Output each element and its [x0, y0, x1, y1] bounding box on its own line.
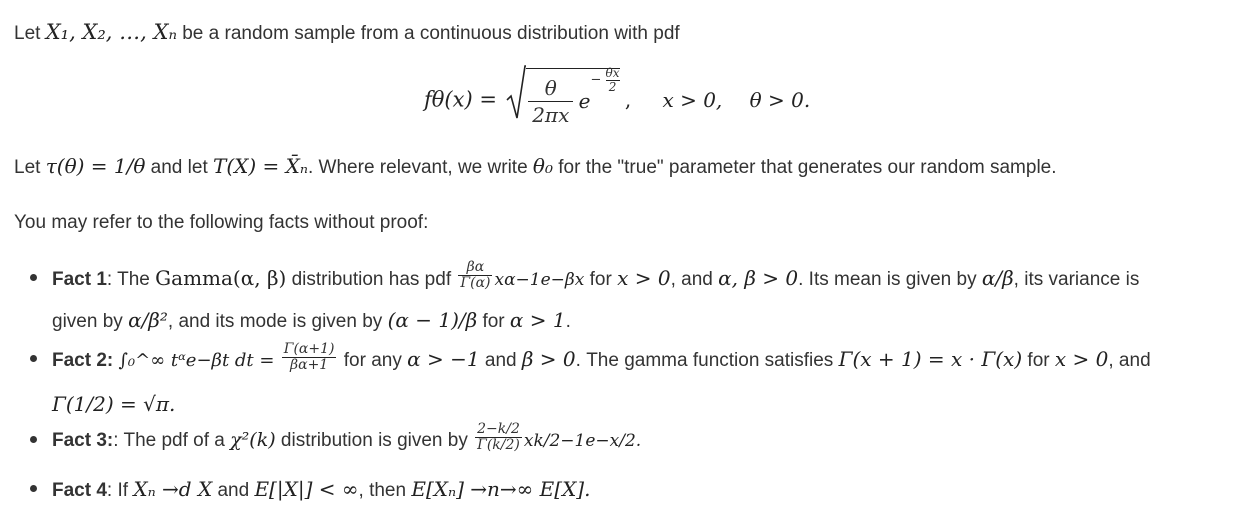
intro-let: Let	[14, 23, 41, 44]
intro-suffix: be a random sample from a continuous distribution with pdf	[182, 23, 680, 44]
fact-4-text-a: : If	[106, 480, 129, 501]
fact-2-integral: ∫₀^∞ tᵅe−βt dt =	[118, 350, 275, 371]
pdf-equation	[424, 68, 810, 132]
fact-1-pdf-den: Γ(α)	[460, 275, 491, 292]
fact-3-frac	[475, 422, 522, 453]
fact-1-pdf-num: βα	[458, 260, 492, 276]
fact-2-label: Fact 2:	[52, 350, 114, 371]
pdf-exp-num: θx	[605, 66, 620, 80]
setup-line	[14, 154, 1057, 180]
fact-3-frac-den: Γ(k/2)	[477, 437, 520, 454]
pdf-lhs: fθ(x) =	[424, 87, 497, 112]
fact-3-line	[52, 421, 642, 454]
fact-1-text-d: , and	[670, 269, 713, 290]
setup-tau: τ(θ) = 1/θ	[45, 154, 146, 178]
fact-1-cond-3: α > 1	[509, 308, 566, 332]
fact-2-frac	[282, 342, 337, 373]
fact-1-pdf-rest: xα−1e−βx	[494, 270, 585, 290]
pdf-exp-sign: −	[590, 72, 602, 88]
fact-4-text-b: and	[217, 480, 250, 501]
fact-1-text-a: : The	[106, 269, 150, 290]
fact-4-convergence: Xₙ →d X	[133, 477, 213, 501]
fact-3-chi-square: χ²(k)	[230, 429, 276, 451]
fact-2-line-1	[52, 341, 1151, 374]
fact-3-frac-num: 2−k/2	[477, 421, 520, 438]
fact-2-text-c: . The gamma function satisfies	[575, 350, 834, 371]
bullet-fact-4	[30, 485, 37, 492]
pdf-exponent	[590, 67, 619, 94]
fact-1-mode: (α − 1)/β	[387, 308, 478, 332]
pdf-comma: ,	[624, 87, 632, 112]
fact-1-text-i: for	[482, 311, 505, 332]
facts-intro: You may refer to the following facts without proof:	[14, 212, 429, 233]
fact-1-cond-2: α, β > 0	[718, 266, 799, 290]
intro-line	[14, 20, 680, 46]
fact-1-text-b: distribution has pdf	[291, 269, 452, 290]
fact-4-result: E[Xₙ] →n→∞ E[X].	[411, 477, 591, 501]
pdf-sqrt-fraction	[528, 75, 573, 128]
fact-2-text-e: , and	[1108, 350, 1151, 371]
pdf-frac-den: 2πx	[532, 102, 570, 127]
fact-2-line-2	[52, 392, 175, 418]
bullet-fact-2	[30, 355, 37, 362]
fact-3-label: Fact 3:	[52, 430, 114, 451]
fact-3-pdf-rest: xk/2−1e−x/2.	[523, 431, 642, 451]
fact-2-frac-num: Γ(α+1)	[283, 341, 335, 358]
bullet-fact-1	[30, 274, 37, 281]
fact-1-line-2	[52, 308, 571, 334]
fact-4-condition: E[|X|] < ∞	[254, 477, 359, 501]
setup-T: T(X) = X̄ₙ	[213, 154, 308, 178]
fact-1-text-c: for	[589, 269, 612, 290]
fact-2-text-b: and	[484, 350, 517, 371]
pdf-exp-den: 2	[608, 80, 617, 94]
setup-theta0: θ₀	[532, 154, 553, 178]
fact-1-text-h: , and its mode is given by	[167, 311, 383, 332]
fact-1-pdf-frac	[458, 260, 492, 291]
sqrt-radical-icon	[506, 64, 526, 122]
fact-1-gamma: Gamma(α, β)	[155, 266, 287, 290]
setup-let: Let	[14, 157, 41, 178]
fact-1-line-1	[52, 259, 1140, 292]
fact-1-cond-1: x > 0	[617, 266, 671, 290]
fact-4-text-c: , then	[358, 480, 407, 501]
fact-1-label: Fact 1	[52, 269, 107, 290]
fact-2-identity: Γ(x + 1) = x · Γ(x)	[838, 347, 1023, 371]
fact-1-mean: α/β	[981, 266, 1014, 290]
pdf-sqrt	[508, 68, 619, 131]
pdf-cond1: x > 0,	[662, 87, 723, 112]
fact-2-text-a: for any	[343, 350, 402, 371]
fact-2-cond-1: α > −1	[407, 347, 480, 371]
pdf-cond2: θ > 0.	[749, 87, 811, 112]
fact-1-text-f: , its variance is	[1013, 269, 1140, 290]
fact-4-line	[52, 477, 590, 503]
fact-1-text-e: . Its mean is given by	[798, 269, 977, 290]
fact-1-variance: α/β²	[128, 308, 168, 332]
fact-3-text-b: distribution is given by	[280, 430, 468, 451]
intro-sample-vars: X₁, X₂, …, Xₙ	[45, 20, 177, 44]
setup-rest: . Where relevant, we write	[308, 157, 528, 178]
fact-2-gamma-half: Γ(1/2) = √π.	[52, 392, 176, 416]
setup-rest2: for the "true" parameter that generates our random sample.	[558, 157, 1057, 178]
fact-3-text-a: : The pdf of a	[113, 430, 225, 451]
fact-2-text-d: for	[1027, 350, 1050, 371]
fact-1-text-j: .	[565, 311, 571, 332]
fact-2-frac-den: βα+1	[290, 357, 329, 374]
setup-and-let: and let	[150, 157, 208, 178]
fact-4-label: Fact 4	[52, 480, 107, 501]
fact-2-cond-3: x > 0	[1054, 347, 1109, 371]
fact-2-cond-2: β > 0	[521, 347, 576, 371]
pdf-exp-base: e	[578, 89, 591, 113]
bullet-fact-3	[30, 436, 37, 443]
pdf-frac-num: θ	[528, 75, 573, 102]
fact-1-text-g: given by	[52, 311, 123, 332]
